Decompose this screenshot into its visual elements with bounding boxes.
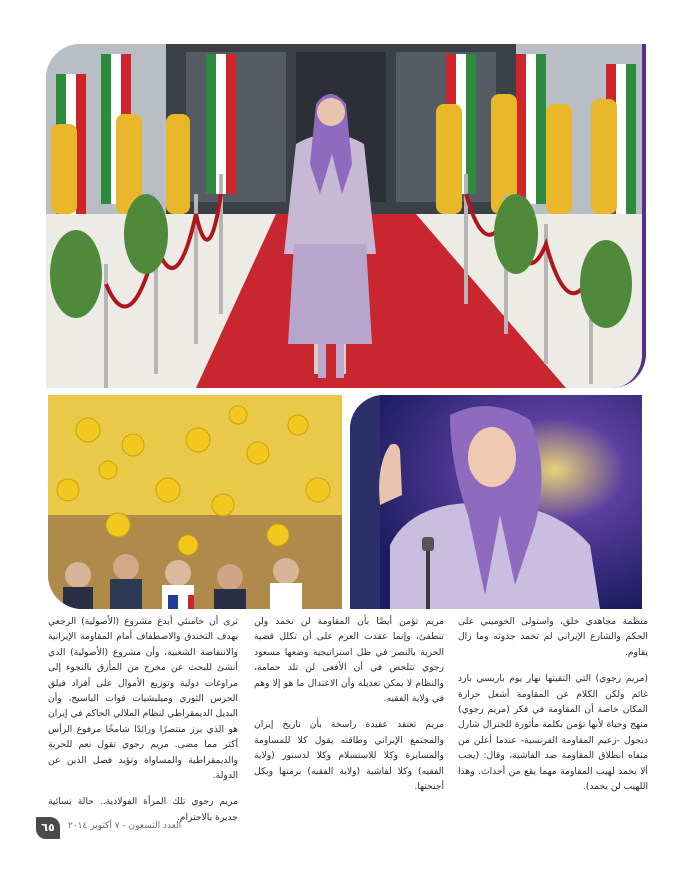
red-carpet-illustration <box>46 44 642 388</box>
speaker-illustration <box>350 395 642 609</box>
page-footer <box>36 817 296 839</box>
page-number: ٦٥ <box>36 817 60 839</box>
paragraph: (مريم رجوي) التي التقيتها نهار يوم باريسي بارد غائم ولكن الكلام عن المقاومة أشعل حرارة المكان خاصة أن المقاومة في فكر (مريم رجوي) منهج وحياة لأنها تؤمن بكلمة مأثورة للجنرال شارل ديجول -زعيم المقاومة الفرنسية- عندما أعلن من منفاه انطلاق المقاومة ضد الفاشية، وقال: (يجب ألا يخمد لهيب المقاومة مهما يقع من أحداث. وهذا اللهيب لن يخمد). <box>458 673 648 793</box>
photo-crowd-balloons <box>48 395 342 609</box>
paragraph: مريم تعتقد عقيدة راسخة بأن تاريخ إيران والمجتمع الإيراني وطاقته يقول كلا للمساومة والمسايرة وكلا للاستسلام وكلا لدستور (ولاية الفقيه) وكلا لفاشية (ولاية الفقيه) برمتها وبكل أجنحتها. <box>254 719 444 793</box>
issue-info: العدد التسعون - ٧ أكتوبر ٢٠١٤ <box>68 821 182 831</box>
article-column-left <box>48 614 238 836</box>
paragraph: مريم تؤمن أيضًا بأن المقاومة لن تخمد ولن تنطفئ، وإنما عقدت العزم على أن تكلل قضية الحرية بالنصر في ظل استراتيجية وضعها مسعود رجوي تتلخص في أن الأفعى لن تلد حمامة، والنظام لا يمكن تعديله وأن الاعتدال ما هو إلا وهم في ولاية الفقيه. <box>254 616 444 705</box>
photo-red-carpet <box>46 44 646 388</box>
photo-speaker-waving <box>350 395 642 609</box>
paragraph: مريم رجوي تلك المرأة الفولاذية.. حالة نسائية جديرة بالاحترام. <box>48 796 238 823</box>
paragraph: منظمة مجاهدي خلق، واستولى الخوميني على الحكم والشارع الإيراني لم تخمد جذوته وما زال يقاوم. <box>458 616 648 658</box>
crowd-illustration <box>48 395 342 609</box>
article-column-middle <box>254 614 444 805</box>
paragraph: ترى أن خامنئي أبدع مشروع (الأصولية) الرجعي بهدف التخندق والاصطفاف أمام المقاومة الإيرانية والانتفاضة الشعبية، وأن مشروع (الأصولية) الذي أنشئ للبحث عن مخرج من المأزق بالنجوء إلى مراوغات دولية وتوزيع الأموال على أفراد فيلق الحرس الثوري وميليشيات قوات الباسيج، وأن البديل الديمقراطي لنظام الملالي الحاكم في إيران هو الذي برز منتصرًا ورائدًا شامخًا مرفوع الرأس أكثر مما مضى. مريم رجوي تقول نعم للحرية والديمقراطية والمساواة وتؤيد فصل الدين عن الدولة. <box>48 616 238 782</box>
article-column-right <box>458 614 648 805</box>
